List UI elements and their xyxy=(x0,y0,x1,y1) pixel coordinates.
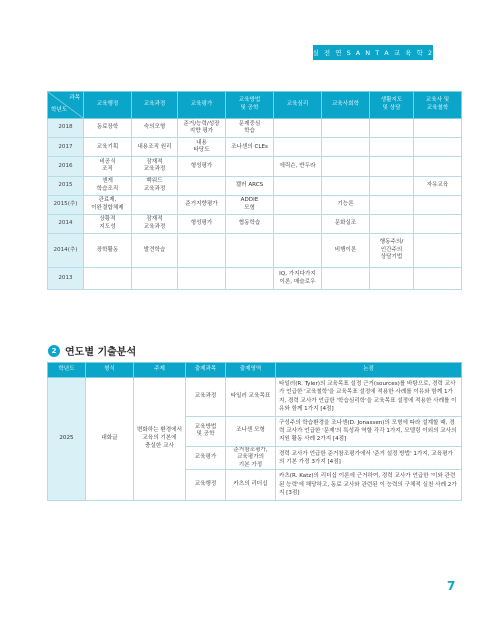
matrix-row xyxy=(48,268,462,290)
matrix-cell: 숙의모형 xyxy=(132,119,178,138)
matrix-year-cell: 2014 xyxy=(48,214,84,233)
corner-bottom-label: 학년도 xyxy=(51,107,68,114)
matrix-row xyxy=(48,214,462,233)
matrix-cell: 센게 학습조직 xyxy=(84,176,132,195)
matrix-cell xyxy=(274,214,322,233)
matrix-cell xyxy=(414,195,462,214)
matrix-year-cell: 2013 xyxy=(48,268,84,290)
matrix-year-cell: 2017 xyxy=(48,138,84,157)
matrix-cell: 협동학습 xyxy=(226,214,274,233)
matrix-cell: 내용 타당도 xyxy=(178,138,226,157)
matrix-column-header: 교육과정 xyxy=(132,92,178,119)
detail-column-header: 출제과목 xyxy=(186,363,226,378)
corner-header xyxy=(48,92,84,119)
matrix-row xyxy=(48,176,462,195)
matrix-cell xyxy=(178,268,226,290)
detail-subject-cell: 교육평가 xyxy=(186,446,226,470)
matrix-cell: 형성평가 xyxy=(178,214,226,233)
matrix-cell: 비행이론 xyxy=(322,234,370,268)
matrix-cell xyxy=(322,268,370,290)
detail-column-header: 출제영역 xyxy=(226,363,276,378)
matrix-cell xyxy=(370,195,414,214)
detail-column-header: 형식 xyxy=(86,363,134,378)
matrix-cell: 준거/능력/성장 지향 평가 xyxy=(178,119,226,138)
matrix-cell: 발견학습 xyxy=(132,234,178,268)
detail-point-cell: 경력 교사가 언급한 준거참조평가에서 '준거 설정 방법' 1가지, 교육평가의 기본 가정 3가지 [4점] xyxy=(276,446,462,470)
matrix-cell: 비공식 조직 xyxy=(84,157,132,176)
matrix-cell xyxy=(370,214,414,233)
matrix-cell: 준거지향평가 xyxy=(178,195,226,214)
matrix-year-cell: 2015(추) xyxy=(48,195,84,214)
matrix-cell xyxy=(132,268,178,290)
matrix-cell: 백워드 교육과정 xyxy=(132,176,178,195)
detail-column-header: 주제 xyxy=(134,363,186,378)
detail-column-header: 논점 xyxy=(276,363,462,378)
matrix-cell: 잠재적 교육과정 xyxy=(132,157,178,176)
matrix-row xyxy=(48,119,462,138)
matrix-cell xyxy=(414,119,462,138)
detail-area-cell: 준거참조평가, 교육평가의 기본 가정 xyxy=(226,446,276,470)
detail-area-cell: 조나센 모형 xyxy=(226,416,276,446)
matrix-cell xyxy=(370,119,414,138)
matrix-cell xyxy=(414,268,462,290)
matrix-cell: 문화실조 xyxy=(322,214,370,233)
section-title xyxy=(48,343,136,358)
matrix-cell xyxy=(322,176,370,195)
matrix-cell: 형성평가 xyxy=(178,157,226,176)
matrix-cell: 장학활동 xyxy=(84,234,132,268)
detail-topic-cell: 변화하는 환경에서 교육의 기본에 충실한 교사 xyxy=(134,378,186,501)
matrix-cell xyxy=(414,138,462,157)
detail-column-header: 학년도 xyxy=(48,363,86,378)
matrix-cell: 조나센의 CLEs xyxy=(226,138,274,157)
matrix-cell xyxy=(370,268,414,290)
detail-subject-cell: 교육방법 및 공학 xyxy=(186,416,226,446)
matrix-cell xyxy=(274,234,322,268)
detail-year-cell: 2025 xyxy=(48,378,86,501)
matrix-cell: 에릭슨, 반두라 xyxy=(274,157,322,176)
matrix-cell: 교육기획 xyxy=(84,138,132,157)
matrix-cell xyxy=(274,119,322,138)
matrix-cell xyxy=(370,176,414,195)
matrix-cell xyxy=(322,119,370,138)
matrix-cell xyxy=(84,268,132,290)
header-badge: 실 전 연 S A N T A 교 육 학 2 xyxy=(313,45,433,60)
matrix-column-header: 교육심리 xyxy=(274,92,322,119)
subject-year-matrix xyxy=(47,91,462,290)
matrix-row xyxy=(48,234,462,268)
section-number: 2 xyxy=(48,345,60,357)
matrix-cell xyxy=(274,195,322,214)
matrix-cell: 내용조직 원리 xyxy=(132,138,178,157)
matrix-column-header: 교육행정 xyxy=(84,92,132,119)
section-title-text: 연도별 기출분석 xyxy=(65,347,137,358)
detail-subject-cell: 교육행정 xyxy=(186,470,226,500)
matrix-cell xyxy=(274,138,322,157)
detail-area-cell: 타일러 교육목표 xyxy=(226,378,276,417)
matrix-column-header: 생활지도 및 상담 xyxy=(370,92,414,119)
matrix-cell: 기능론 xyxy=(322,195,370,214)
detail-format-cell: 대화글 xyxy=(86,378,134,501)
matrix-cell: 상황적 지도성 xyxy=(84,214,132,233)
matrix-column-header: 교육사 및 교육철학 xyxy=(414,92,462,119)
matrix-cell xyxy=(370,157,414,176)
matrix-cell xyxy=(226,268,274,290)
corner-top-label: 과목 xyxy=(69,95,80,101)
detail-row xyxy=(48,378,462,417)
detail-point-cell: 구성주의 학습환경을 조나센(D. Jonassen)의 모형에 따라 설계할 때, 경력 교사가 언급한 '문제'의 특성과 역할 각각 1가지, 모델링 이외의 교사의 지원 활동 사례 2가지 [4점] xyxy=(276,416,462,446)
exam-analysis-table xyxy=(47,362,462,501)
matrix-cell xyxy=(226,157,274,176)
matrix-column-header: 교육평가 xyxy=(178,92,226,119)
matrix-year-cell: 2016 xyxy=(48,157,84,176)
matrix-cell xyxy=(414,214,462,233)
matrix-cell xyxy=(322,138,370,157)
matrix-cell: IQ, 가지다가지 이론, 매슬로우 xyxy=(274,268,322,290)
matrix-cell xyxy=(322,157,370,176)
matrix-row xyxy=(48,157,462,176)
matrix-cell xyxy=(274,176,322,195)
matrix-year-cell: 2014(추) xyxy=(48,234,84,268)
matrix-cell: 켈러 ARCS xyxy=(226,176,274,195)
matrix-cell xyxy=(178,234,226,268)
matrix-year-cell: 2015 xyxy=(48,176,84,195)
matrix-cell xyxy=(414,157,462,176)
matrix-cell: 잠재적 교육과정 xyxy=(132,214,178,233)
matrix-cell xyxy=(226,234,274,268)
matrix-cell: 행동주의/ 인간주의 상담기법 xyxy=(370,234,414,268)
page-number: 7 xyxy=(447,579,456,593)
detail-area-cell: 카츠의 리더십 xyxy=(226,470,276,500)
matrix-column-header: 교육사회학 xyxy=(322,92,370,119)
matrix-cell xyxy=(178,176,226,195)
matrix-year-cell: 2018 xyxy=(48,119,84,138)
detail-subject-cell: 교육과정 xyxy=(186,378,226,417)
detail-point-cell: 카츠(R. Katz)의 리더십 이론에 근거하여, 경력 교사가 언급한 '이와 관련된 능력'에 해당하고, 동료 교사와 관련된 이 능력의 구체적 실천 사례 2가지 [3점] xyxy=(276,470,462,500)
matrix-cell: 동료장학 xyxy=(84,119,132,138)
matrix-cell: 관료제, 이완결합체제 xyxy=(84,195,132,214)
matrix-row xyxy=(48,138,462,157)
matrix-cell: 자유교육 xyxy=(414,176,462,195)
matrix-cell: ADDIE 모형 xyxy=(226,195,274,214)
matrix-cell xyxy=(132,195,178,214)
matrix-cell xyxy=(370,138,414,157)
matrix-column-header: 교육방법 및 공학 xyxy=(226,92,274,119)
detail-point-cell: 타일러(R. Tyler)의 교육목표 설정 근거(sources)를 바탕으로, 경력 교사가 언급한 '교육철학'을 교육목표 설정에 적용한 사례를 이유와 함께 1가지, 경력 교사가 언급한 '학습심리학'을 교육목표 설정에 적용한 사례를 이유와 함께 1가지 [4점] xyxy=(276,378,462,417)
matrix-row xyxy=(48,195,462,214)
matrix-cell: 문제중심 학습 xyxy=(226,119,274,138)
matrix-cell xyxy=(414,234,462,268)
